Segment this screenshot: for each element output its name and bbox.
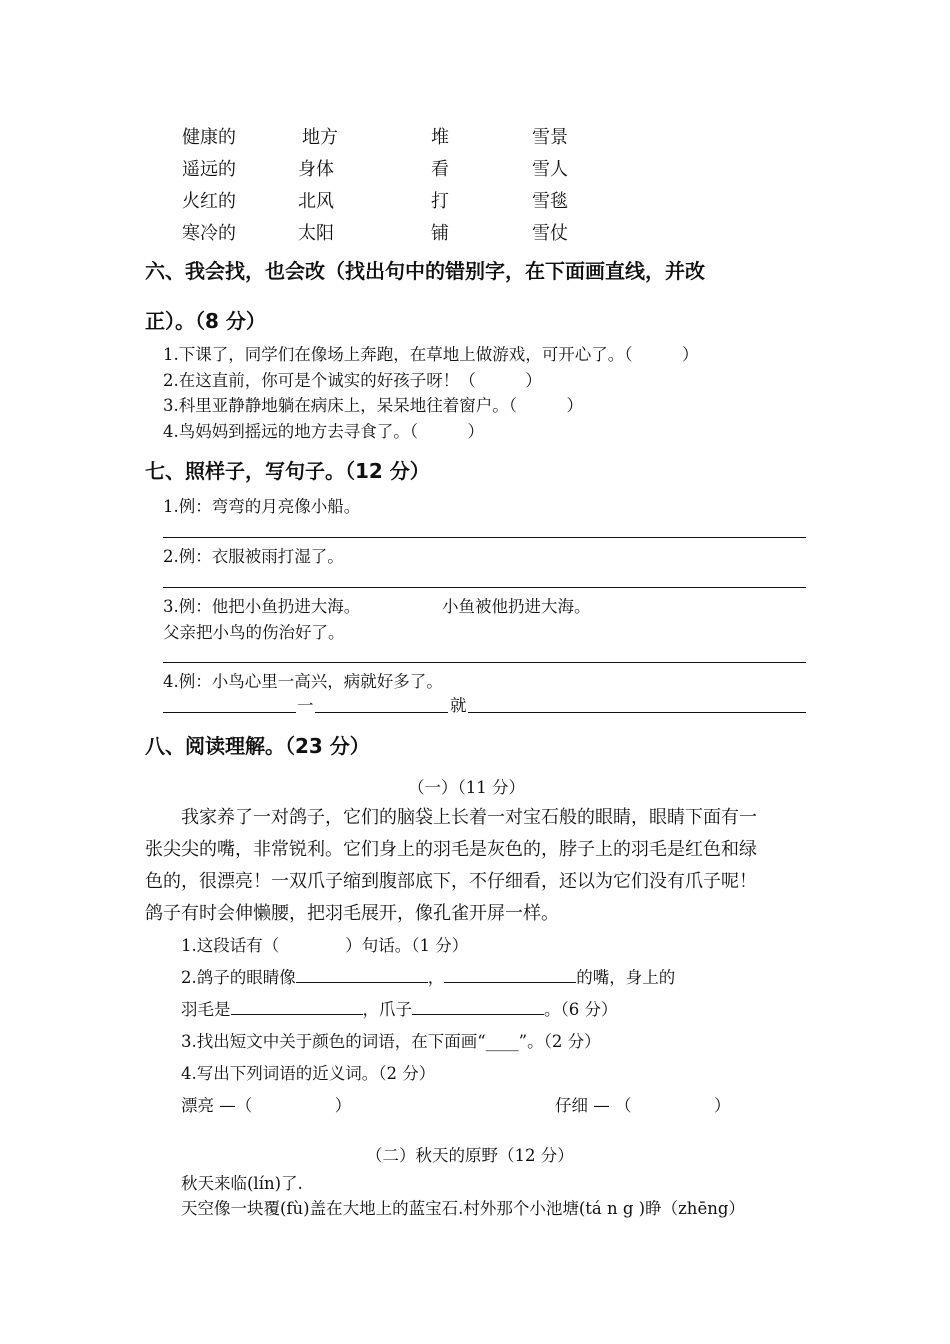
passage-line: 张尖尖的嘴，非常锐利。它们身上的羽毛是灰色的，脖子上的羽毛是红色和绿 <box>145 839 757 860</box>
answer-line[interactable] <box>163 587 806 588</box>
question-item: 3.科里亚静静地躺在病床上，呆呆地往着窗户。（ ） <box>163 396 583 415</box>
blank-line[interactable] <box>468 712 806 713</box>
synonym-1: 漂亮 —（ ） <box>181 1096 352 1115</box>
question-3: 3.找出短文中关于颜色的词语，在下面画“____”。（2 分） <box>181 1032 601 1051</box>
answer-line[interactable] <box>163 537 806 538</box>
section6-title-line1: 六、我会找，也会改（找出句中的错别字，在下面画直线，并改 <box>145 259 705 283</box>
blank-line[interactable] <box>444 964 576 983</box>
example-4: 4.例：小鸟心里一高兴，病就好多了。 <box>163 672 443 691</box>
answer-line[interactable] <box>163 662 806 663</box>
question-item: 4.鸟妈妈到摇远的地方去寻食了。（ ） <box>163 421 484 441</box>
passage-line: 鸽子有时会伸懒腰，把羽毛展开，像孔雀开屏一样。 <box>145 903 559 924</box>
word-item: 健康的 <box>182 127 236 148</box>
word-item: 地方 <box>302 127 338 148</box>
passage-2-line2: 天空像一块覆(fù)盖在大地上的蓝宝石.村外那个小池塘(tá n g )睁（zhēng） <box>181 1199 745 1218</box>
word-item: 太阳 <box>298 223 334 244</box>
word-item: 雪仗 <box>532 223 568 244</box>
question-2-text: 。（6 分） <box>544 1000 618 1019</box>
word-col-4 <box>532 122 568 250</box>
word-item: 看 <box>431 159 449 180</box>
synonym-2: 仔细 — （ ） <box>555 1096 731 1115</box>
example-3b: 小鱼被他扔进大海。 <box>442 597 591 616</box>
word-item: 铺 <box>431 223 449 244</box>
word-item: 北风 <box>298 191 334 212</box>
question-4: 4.写出下列词语的近义词。（2 分） <box>181 1064 436 1083</box>
blank-line[interactable] <box>231 996 363 1015</box>
word-item: 遥远的 <box>182 159 236 180</box>
jiu-label: 就 <box>450 696 467 715</box>
example-3c: 父亲把小鸟的伤治好了。 <box>163 623 345 642</box>
section8-title: 八、阅读理解。（23 分） <box>145 734 370 758</box>
word-item: 堆 <box>431 127 449 148</box>
blank-line[interactable] <box>315 712 448 713</box>
word-col-3 <box>431 122 449 250</box>
word-item: 火红的 <box>182 191 236 212</box>
part1-title: （一）（11 分） <box>408 778 525 797</box>
blank-line[interactable] <box>412 996 544 1015</box>
word-item: 雪景 <box>532 127 568 148</box>
section6-items <box>163 342 699 444</box>
section7-title: 七、照样子，写句子。（12 分） <box>145 459 430 483</box>
word-item: 雪人 <box>532 159 568 180</box>
question-2-line2 <box>181 996 618 1020</box>
passage-1 <box>145 802 757 930</box>
part2-title: （二）秋天的原野（12 分） <box>366 1146 574 1165</box>
question-2-text: 羽毛是 <box>181 1000 231 1019</box>
passage-2-line1: 秋天来临(lín)了. <box>181 1174 303 1193</box>
question-2-text: ，爪子 <box>362 1000 412 1019</box>
question-2-text: 2.鸽子的眼睛像 <box>181 968 296 987</box>
question-2-comma: ， <box>427 968 445 987</box>
section6-title-line2: 正）。（8 分） <box>145 309 266 333</box>
passage-line: 色的，很漂亮！一双爪子缩到腹部底下，不仔细看，还以为它们没有爪子呢！ <box>145 871 757 892</box>
yi-label: 一 <box>297 696 314 715</box>
word-col-2 <box>298 122 338 250</box>
passage-line: 我家养了一对鸽子，它们的脑袋上长着一对宝石般的眼睛，眼睛下面有一 <box>181 807 757 828</box>
blank-line[interactable] <box>163 712 296 713</box>
example-2: 2.例：衣服被雨打湿了。 <box>163 547 344 566</box>
example-3a: 3.例：他把小鱼扔进大海。 <box>163 597 361 616</box>
question-2-line1 <box>181 964 675 988</box>
word-item: 寒冷的 <box>182 223 236 244</box>
question-item: 2.在这直前，你可是个诚实的好孩子呀！（ ） <box>163 370 542 390</box>
word-item: 雪毯 <box>532 191 568 212</box>
question-2-text: 的嘴，身上的 <box>576 968 676 987</box>
word-item: 身体 <box>298 159 334 180</box>
word-col-1 <box>182 122 236 250</box>
blank-line[interactable] <box>296 964 428 983</box>
question-1: 1.这段话有（ ）句话。（1 分） <box>181 936 469 955</box>
example-1: 1.例：弯弯的月亮像小船。 <box>163 497 361 516</box>
word-item: 打 <box>431 191 449 212</box>
question-item: 1.下课了，同学们在像场上奔跑，在草地上做游戏，可开心了。（ ） <box>163 345 699 364</box>
